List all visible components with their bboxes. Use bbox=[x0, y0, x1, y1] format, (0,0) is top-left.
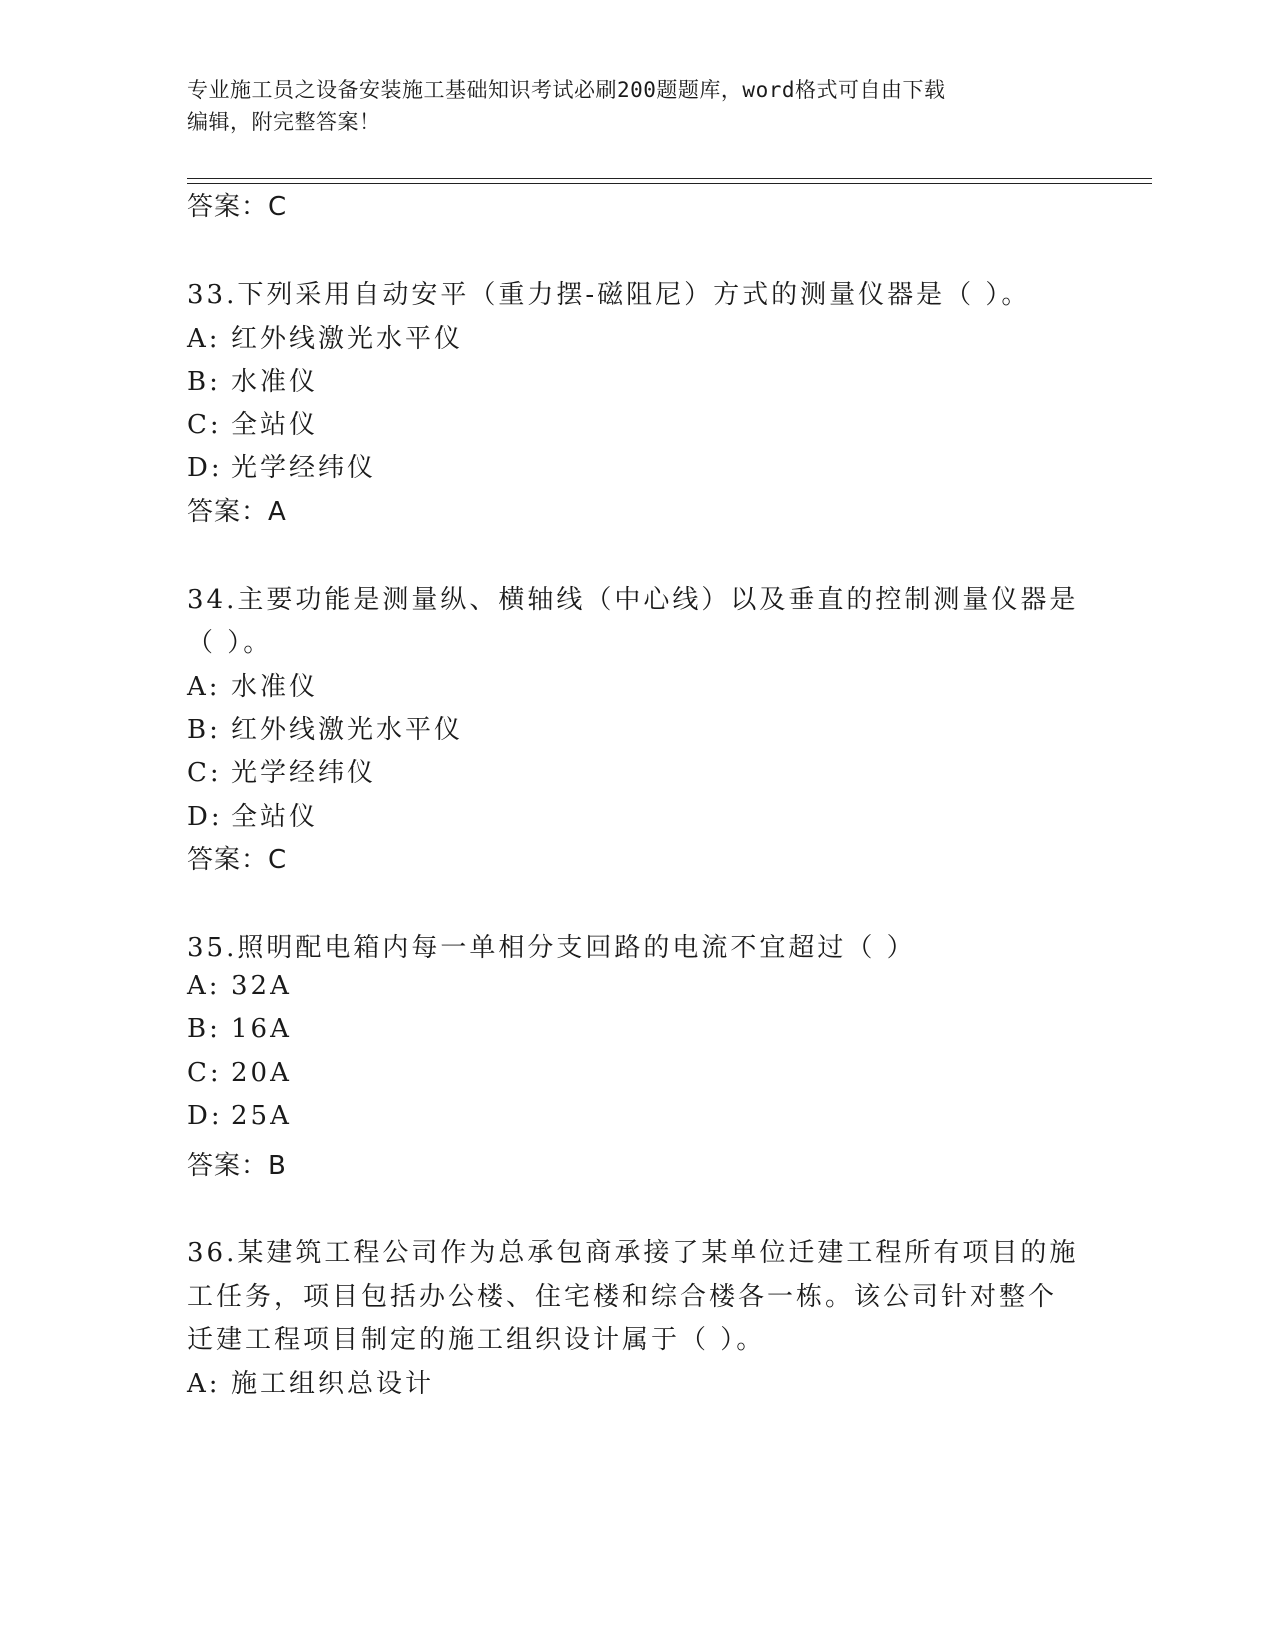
question-35-stem: 35.照明配电箱内每一单相分支回路的电流不宜超过（ ） bbox=[187, 933, 916, 963]
question-34-option-c: C: 光学经纬仪 bbox=[187, 758, 377, 788]
question-35-option-c: C: 20A bbox=[187, 1058, 292, 1088]
question-33-option-d: D: 光学经纬仪 bbox=[187, 453, 377, 483]
prev-answer: 答案：C bbox=[187, 192, 288, 222]
question-34-option-b: B: 红外线激光水平仪 bbox=[187, 715, 464, 745]
question-36-stem-line-3: 迁建工程项目制定的施工组织设计属于（ ）。 bbox=[187, 1325, 766, 1355]
question-33-option-a: A: 红外线激光水平仪 bbox=[187, 324, 464, 354]
question-34-answer: 答案：C bbox=[187, 845, 288, 875]
header-line-1: 专业施工员之设备安装施工基础知识考试必刷200题题库，word格式可自由下载 bbox=[187, 78, 946, 102]
question-34-stem-line-1: 34.主要功能是测量纵、横轴线（中心线）以及垂直的控制测量仪器是 bbox=[187, 585, 1079, 615]
header-divider-top bbox=[187, 178, 1152, 179]
question-35-option-a: A: 32A bbox=[187, 971, 292, 1001]
question-36-stem-line-2: 工任务，项目包括办公楼、住宅楼和综合楼各一栋。该公司针对整个 bbox=[187, 1282, 1058, 1312]
question-35-answer: 答案：B bbox=[187, 1151, 287, 1181]
question-33-option-c: C: 全站仪 bbox=[187, 410, 319, 440]
question-34-stem-line-2: （ ）。 bbox=[187, 628, 273, 658]
header-divider-bottom bbox=[187, 183, 1152, 184]
question-33-stem: 33.下列采用自动安平（重力摆-磁阻尼）方式的测量仪器是（ ）。 bbox=[187, 280, 1031, 310]
header-line-2: 编辑，附完整答案！ bbox=[187, 110, 381, 134]
document-header bbox=[187, 74, 1067, 138]
question-33-answer: 答案：A bbox=[187, 497, 287, 527]
question-35-option-d: D: 25A bbox=[187, 1101, 292, 1131]
question-35-option-b: B: 16A bbox=[187, 1014, 292, 1044]
question-36-stem-line-1: 36.某建筑工程公司作为总承包商承接了某单位迁建工程所有项目的施 bbox=[187, 1238, 1079, 1268]
question-36-option-a: A: 施工组织总设计 bbox=[187, 1369, 435, 1399]
question-33-option-b: B: 水准仪 bbox=[187, 367, 319, 397]
question-34-option-d: D: 全站仪 bbox=[187, 802, 319, 832]
question-34-option-a: A: 水准仪 bbox=[187, 672, 319, 702]
